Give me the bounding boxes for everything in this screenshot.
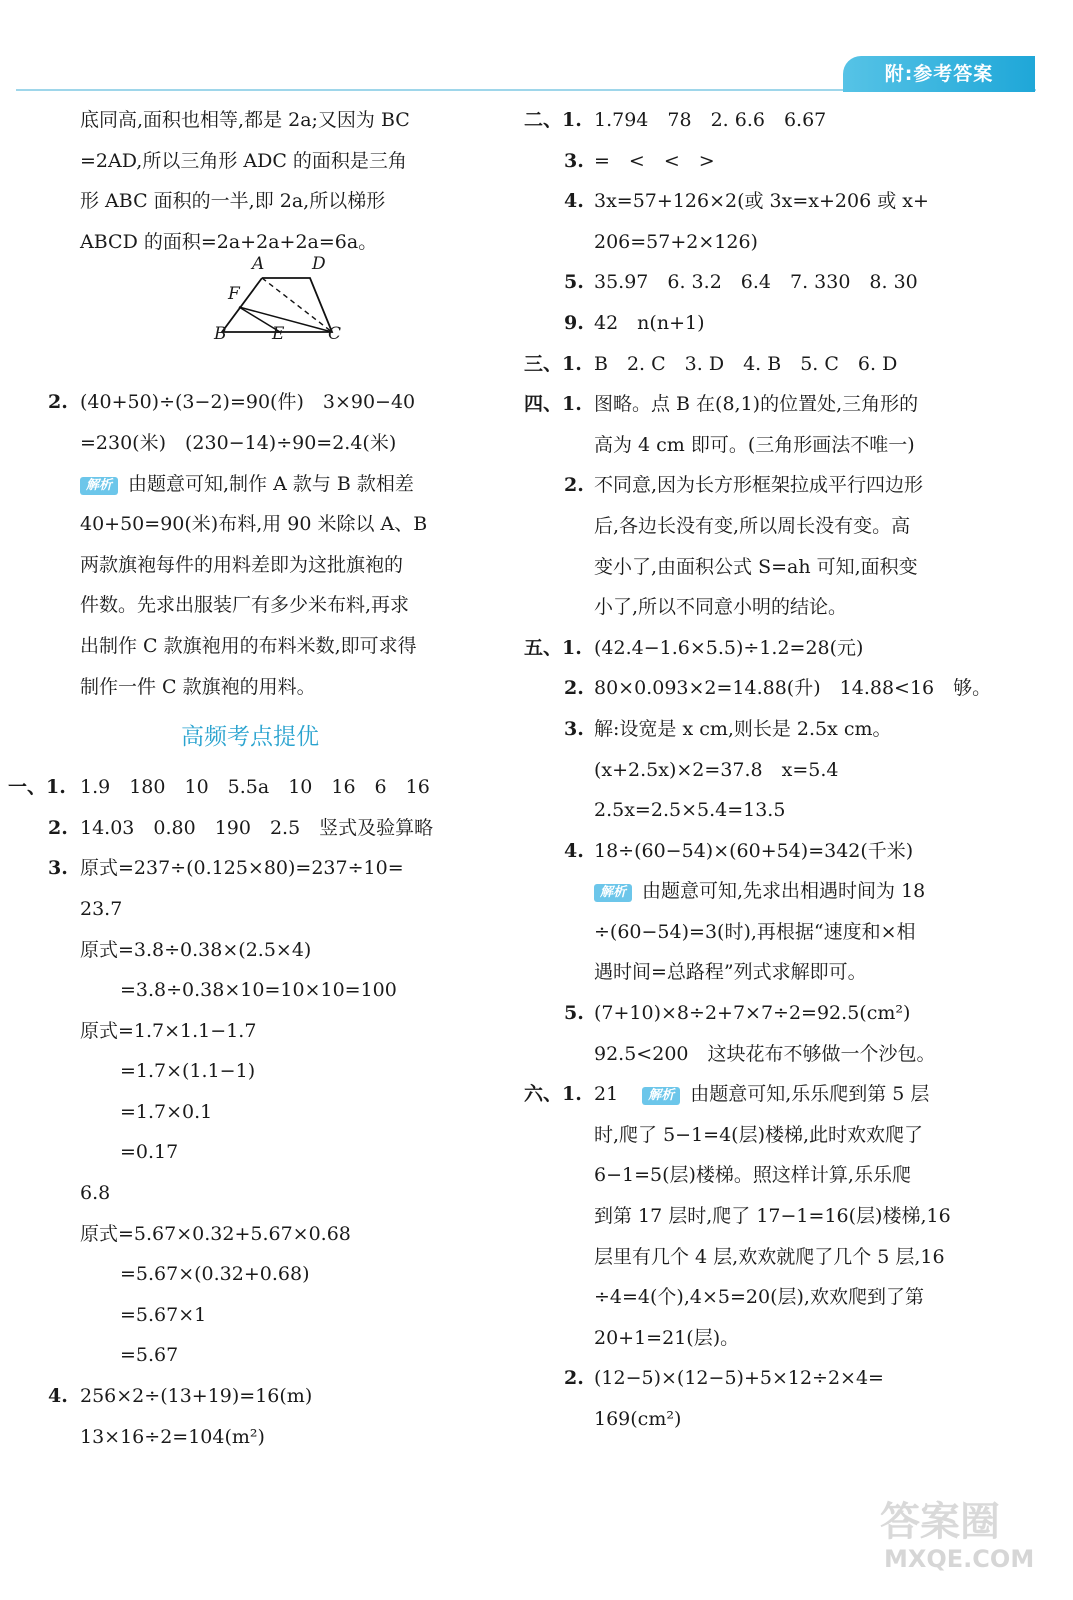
answer-line: [518, 181, 1058, 222]
answer-text: [594, 181, 929, 222]
answer-content: =5.67: [120, 1344, 179, 1367]
answer-content: 35.97 6. 3.2 6.4 7. 330 8. 30: [594, 271, 918, 294]
answer-text: [120, 1335, 178, 1376]
answer-content: 14.03 0.80 190 2.5 竖式及验算略: [80, 816, 434, 839]
answer-line: [518, 344, 1058, 385]
answer-content: (40+50)÷(3−2)=90(件) 3×90−40: [80, 391, 416, 414]
answer-content: 遇时间=总路程”列式求解即可。: [594, 961, 867, 984]
answer-line: [518, 831, 1058, 872]
answer-text: [594, 668, 991, 709]
answer-line: [518, 465, 1058, 506]
trapezoid-figure: [0, 254, 500, 382]
answer-line: [0, 808, 500, 849]
answer-line: [0, 382, 500, 423]
question-number: 9.: [564, 311, 584, 334]
answer-line: [518, 668, 1058, 709]
answer-text: [594, 1155, 911, 1196]
answer-content: =1.7×(1.1−1): [120, 1060, 256, 1083]
answer-text: [80, 1376, 312, 1417]
answer-line: [518, 1318, 1058, 1359]
answer-line: [0, 889, 500, 930]
answer-line: [0, 1335, 500, 1376]
answer-line: [0, 222, 500, 263]
answer-text: [594, 425, 915, 466]
question-number: 六、1.: [524, 1083, 582, 1106]
question-number: 四、1.: [524, 393, 582, 416]
answer-content: =3.8÷0.38×10=10×10=100: [120, 979, 397, 1002]
answer-line: [518, 1155, 1058, 1196]
answer-line: [518, 750, 1058, 791]
question-number: 2.: [48, 391, 68, 414]
answer-line: [518, 425, 1058, 466]
answer-text: [80, 585, 409, 626]
answer-text: [594, 790, 785, 831]
trapezoid-diagram: [200, 262, 360, 382]
answer-content: ABCD 的面积=2a+2a+2a=6a。: [80, 230, 378, 253]
vertex-label: B: [214, 324, 227, 345]
answer-line: [518, 262, 1058, 303]
answer-text: [80, 848, 404, 889]
answer-line: [0, 667, 500, 708]
answer-content: =230(米) (230−14)÷90=2.4(米): [80, 431, 397, 454]
answer-content: 2.5x=2.5×5.4=13.5: [594, 799, 786, 822]
answer-line: [0, 626, 500, 667]
answer-text: [80, 626, 417, 667]
answer-content: 206=57+2×126): [594, 230, 758, 253]
answer-text: [594, 993, 910, 1034]
answer-text: [80, 382, 415, 423]
answer-line: [0, 1173, 500, 1214]
answer-text: [120, 1132, 178, 1173]
answer-content: 时,爬了 5−1=4(层)楼梯,此时欢欢爬了: [594, 1123, 924, 1146]
answer-text: [80, 423, 396, 464]
answer-content: 13×16÷2=104(m²): [80, 1425, 265, 1448]
answer-content: 256×2÷(13+19)=16(m): [80, 1385, 313, 1408]
answer-line: [0, 767, 500, 808]
answer-content: 底同高,面积也相等,都是 2a;又因为 BC: [80, 109, 410, 131]
answer-content: 形 ABC 面积的一半,即 2a,所以梯形: [80, 190, 386, 213]
question-number: 2.: [564, 1367, 584, 1390]
answer-text: [594, 384, 918, 425]
answer-line: [0, 1295, 500, 1336]
answer-content: 原式=1.7×1.1−1.7: [80, 1019, 257, 1042]
answer-text: [594, 912, 916, 953]
answer-line: [518, 912, 1058, 953]
answer-text: [80, 222, 377, 263]
answer-line: [0, 141, 500, 182]
answer-content: 出制作 C 款旗袍用的布料米数,即可求得: [80, 634, 417, 657]
question-number: 4.: [48, 1385, 68, 1408]
answer-content: =5.67×(0.32+0.68): [120, 1263, 310, 1286]
vertex-label: D: [312, 254, 326, 275]
answer-line: [0, 1132, 500, 1173]
answer-text: [594, 831, 913, 872]
answer-content: 原式=5.67×0.32+5.67×0.68: [80, 1222, 351, 1245]
answer-text: [80, 181, 385, 222]
answer-text: [594, 100, 826, 141]
answer-content: 92.5<200 这块花布不够做一个沙包。: [594, 1042, 936, 1065]
answer-line: [0, 423, 500, 464]
answer-content: 6.8: [80, 1182, 111, 1205]
answer-content: 80×0.093×2=14.88(升) 14.88<16 够。: [594, 677, 992, 700]
watermark-logo: 答案圈: [880, 1499, 1000, 1545]
answer-line: [518, 952, 1058, 993]
answer-text: [594, 222, 758, 263]
answer-content: 由题意可知,制作 A 款与 B 款相差: [128, 472, 414, 495]
answer-content: 40+50=90(米)布料,用 90 米除以 A、B: [80, 513, 428, 536]
answer-line: [0, 970, 500, 1011]
answer-line: [518, 1074, 1058, 1115]
answer-content: 23.7: [80, 897, 123, 920]
answer-line: [0, 848, 500, 889]
question-number: 2.: [564, 474, 584, 497]
answer-text: [120, 1092, 212, 1133]
answer-text: [594, 1358, 884, 1399]
answer-content: (12−5)×(12−5)+5×12÷2×4=: [594, 1367, 884, 1390]
answer-line: [518, 1196, 1058, 1237]
question-number: 5.: [564, 271, 584, 294]
answer-text: [594, 587, 847, 628]
answer-text: [594, 141, 715, 182]
question-number: 二、1.: [524, 109, 582, 131]
answer-line: [518, 222, 1058, 263]
answer-text: [594, 262, 918, 303]
answer-text: [594, 1318, 739, 1359]
answer-text: [80, 930, 311, 971]
answer-content: 由题意可知,先求出相遇时间为 18: [642, 880, 926, 903]
answer-content: 图略。点 B 在(8,1)的位置处,三角形的: [594, 393, 919, 416]
answer-text: [594, 465, 923, 506]
answer-line: [0, 1092, 500, 1133]
answer-text: [80, 889, 122, 930]
answer-line: [0, 181, 500, 222]
answer-content: B 2. C 3. D 4. B 5. C 6. D: [594, 352, 898, 375]
analysis-tag: 解析: [80, 477, 118, 495]
answer-content: 层里有几个 4 层,欢欢就爬了几个 5 层,16: [594, 1245, 945, 1268]
answer-line: [0, 1254, 500, 1295]
answer-content: 21: [594, 1083, 619, 1106]
answer-text: [80, 667, 316, 708]
question-number: 5.: [564, 1002, 584, 1025]
answer-content: =1.7×0.1: [120, 1100, 213, 1123]
answer-line: [0, 100, 500, 141]
answer-text: [594, 1196, 951, 1237]
answer-content: 制作一件 C 款旗袍的用料。: [80, 675, 316, 698]
watermark-url: MXQE.COM: [884, 1545, 1035, 1573]
answer-text: [80, 100, 410, 141]
answer-text: [120, 970, 397, 1011]
answer-line: [0, 1376, 500, 1417]
answer-line: [0, 930, 500, 971]
answer-content: 42 n(n+1): [594, 311, 705, 334]
answer-text: [594, 1277, 924, 1318]
answer-content: 20+1=21(层)。: [594, 1326, 740, 1349]
answer-line: [0, 1417, 500, 1458]
question-number: 2.: [564, 677, 584, 700]
answer-text: [594, 1237, 945, 1278]
answer-text: [80, 808, 433, 849]
answer-content: =0.17: [120, 1141, 179, 1164]
answer-line: [0, 1214, 500, 1255]
answer-line: [518, 384, 1058, 425]
answer-text: [594, 952, 867, 993]
answer-line: [518, 628, 1058, 669]
answer-text: [80, 1173, 110, 1214]
question-number: 3.: [564, 717, 584, 740]
vertex-label: A: [252, 254, 265, 275]
answer-content: 后,各边长没有变,所以周长没有变。高: [594, 514, 911, 537]
answer-line: [518, 709, 1058, 750]
vertex-label: E: [272, 324, 285, 345]
answer-line: [0, 585, 500, 626]
answer-text: [594, 871, 925, 912]
answer-line: [518, 1115, 1058, 1156]
answer-content: 6−1=5(层)楼梯。照这样计算,乐乐爬: [594, 1164, 911, 1187]
answer-content: =5.67×1: [120, 1303, 207, 1326]
answer-line: [518, 1358, 1058, 1399]
answer-content: 原式=237÷(0.125×80)=237÷10=: [80, 857, 404, 880]
answer-line: [0, 504, 500, 545]
section-title: 高频考点提优: [181, 724, 319, 751]
answer-text: [80, 504, 427, 545]
answer-content: 不同意,因为长方形框架拉成平行四边形: [594, 474, 924, 497]
question-number: 一、1.: [8, 776, 66, 799]
answer-content: ÷(60−54)=3(时),再根据“速度和×相: [594, 920, 916, 943]
answer-line: [518, 1277, 1058, 1318]
answer-line: [518, 1399, 1058, 1440]
answer-text: [80, 545, 403, 586]
vertex-label: F: [228, 284, 240, 305]
answer-text: [594, 506, 910, 547]
answer-line: [518, 547, 1058, 588]
answer-content: 1.9 180 10 5.5a 10 16 6 16: [80, 776, 430, 799]
answer-line: [518, 141, 1058, 182]
header-badge: 附:参考答案: [843, 56, 1035, 92]
answer-text: [80, 1011, 256, 1052]
answer-line: [0, 464, 500, 505]
answer-text: [594, 344, 897, 385]
answer-content: = < < >: [594, 149, 715, 172]
answer-line: [0, 1011, 500, 1052]
answer-content: =2AD,所以三角形 ADC 的面积是三角: [80, 149, 407, 172]
question-number: 4.: [564, 190, 584, 213]
answer-content: 件数。先求出服装厂有多少米布料,再求: [80, 594, 410, 617]
answer-line: [518, 1237, 1058, 1278]
answer-text: [594, 547, 918, 588]
answer-text: [594, 1074, 929, 1115]
answer-content: (7+10)×8÷2+7×7÷2=92.5(cm²): [594, 1002, 911, 1025]
answer-line: [518, 871, 1058, 912]
answer-content: 解:设宽是 x cm,则长是 2.5x cm。: [594, 717, 892, 740]
analysis-tag: 解析: [642, 1087, 680, 1105]
answer-line: [518, 506, 1058, 547]
answer-text: [80, 767, 430, 808]
answer-text: [594, 303, 704, 344]
answer-line: [518, 1034, 1058, 1075]
answer-text: [594, 1115, 923, 1156]
answer-line: [518, 100, 1058, 141]
answer-content: 169(cm²): [594, 1408, 682, 1430]
answer-content: 到第 17 层时,爬了 17−1=16(层)楼梯,16: [594, 1205, 951, 1228]
answer-content: 变小了,由面积公式 S=ah 可知,面积变: [594, 555, 918, 578]
question-number: 4.: [564, 839, 584, 862]
answer-content: 两款旗袍每件的用料差即为这批旗袍的: [80, 553, 404, 576]
question-number: 五、1.: [524, 636, 582, 659]
answer-line: [518, 993, 1058, 1034]
left-column: [0, 100, 500, 1457]
answer-text: [80, 1417, 265, 1458]
vertex-label: C: [328, 324, 342, 345]
answer-content: 由题意可知,乐乐爬到第 5 层: [690, 1083, 930, 1106]
answer-content: (x+2.5x)×2=37.8 x=5.4: [594, 758, 839, 781]
answer-text: [120, 1254, 310, 1295]
answer-text: [80, 141, 407, 182]
answer-line: [518, 790, 1058, 831]
answer-text: [120, 1051, 255, 1092]
answer-text: [594, 750, 838, 791]
answer-content: 3x=57+126×2(或 3x=x+206 或 x+: [594, 190, 929, 213]
question-number: 2.: [48, 816, 68, 839]
right-column: [518, 100, 1058, 1440]
answer-content: 高为 4 cm 即可。(三角形画法不唯一): [594, 433, 915, 456]
answer-text: [594, 1034, 936, 1075]
analysis-tag: 解析: [594, 884, 632, 902]
answer-text: [80, 464, 414, 505]
answer-content: 原式=3.8÷0.38×(2.5×4): [80, 938, 312, 961]
question-number: 3.: [564, 149, 584, 172]
answer-content: ÷4=4(个),4×5=20(层),欢欢爬到了第: [594, 1286, 924, 1309]
answer-text: [80, 1214, 351, 1255]
answer-line: [0, 1051, 500, 1092]
answer-content: 18÷(60−54)×(60+54)=342(千米): [594, 839, 914, 862]
answer-text: [120, 1295, 206, 1336]
answer-content: (42.4−1.6×5.5)÷1.2=28(元): [594, 636, 864, 659]
answer-text: [594, 1399, 681, 1440]
answer-text: [594, 709, 892, 750]
question-number: 3.: [48, 857, 68, 880]
answer-line: [518, 303, 1058, 344]
answer-line: [518, 587, 1058, 628]
answer-content: 小了,所以不同意小明的结论。: [594, 596, 848, 619]
answer-content: 1.794 78 2. 6.6 6.67: [594, 109, 827, 131]
question-number: 三、1.: [524, 352, 582, 375]
answer-line: [0, 545, 500, 586]
answer-text: [594, 628, 863, 669]
